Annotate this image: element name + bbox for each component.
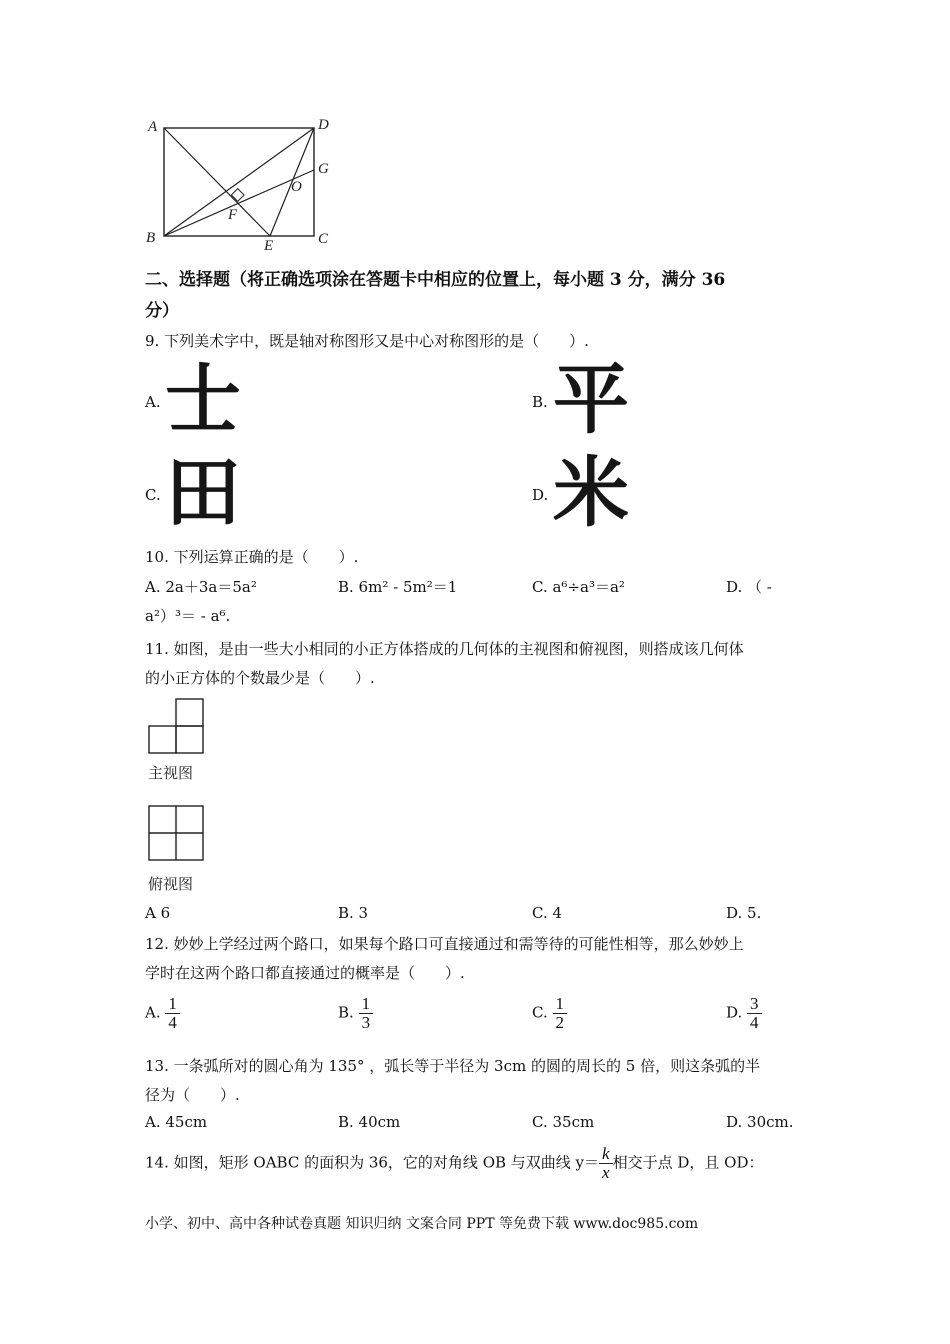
q9-option-b-letter: B. [532, 393, 548, 411]
label-A: A [148, 119, 158, 135]
q12-option-d-letter: D. [726, 1003, 743, 1022]
q11-option-b: B. 3 [338, 904, 369, 922]
top-view-figure [148, 805, 206, 863]
q10-option-c: C. a⁶÷a³＝a² [532, 578, 625, 596]
q12-option-c-fraction: $\frac{1}{2}$ [553, 995, 568, 1032]
rectangle-figure [140, 112, 350, 254]
q13-option-c: C. 35cm [532, 1113, 595, 1131]
q12-option-a-letter: A. [145, 1003, 161, 1022]
q13-option-b: B. 40cm [338, 1113, 401, 1131]
label-B: B [146, 230, 156, 246]
q9-option-d-char: 米 [553, 448, 629, 537]
q10-option-d-line1: D. （ - [726, 578, 772, 596]
q9-option-c-letter: C. [145, 486, 161, 504]
front-view-figure [148, 698, 206, 756]
q13-option-d: D. 30cm. [726, 1113, 794, 1131]
label-D: D [318, 117, 329, 133]
q14-stem-pre: 14. 如图，矩形 OABC 的面积为 36，它的对角线 OB 与双曲线 y＝ [145, 1153, 600, 1172]
q12-option-c [532, 995, 567, 1032]
q12-option-b-fraction: $\frac{1}{3}$ [359, 995, 374, 1032]
page-footer: 小学、初中、高中各种试卷真题 知识归纳 文案合同 PPT 等免费下载 www.doc985.com [145, 1216, 699, 1232]
q11-option-a: A 6 [145, 904, 171, 922]
label-G: G [318, 161, 329, 177]
q9-option-a-letter: A. [145, 393, 161, 411]
q9-option-b-char: 平 [553, 355, 629, 444]
q11-option-c: C. 4 [532, 904, 563, 922]
q9-option-a-char: 士 [165, 355, 241, 444]
section-title-line1: 二、选择题（将正确选项涂在答题卡中相应的位置上，每小题 3 分，满分 36 [145, 270, 726, 290]
top-view-label: 俯视图 [148, 875, 194, 893]
q11-option-d: D. 5. [726, 904, 762, 922]
q14-stem-post: 相交于点 D，且 OD： [612, 1153, 764, 1172]
q12-option-d [726, 995, 762, 1032]
front-view-label: 主视图 [148, 764, 194, 782]
label-C: C [318, 231, 329, 247]
label-O: O [291, 179, 302, 195]
q11-stem-line1: 11. 如图，是由一些大小相同的小正方体搭成的几何体的主视图和俯视图，则搭成该几何体 [145, 640, 744, 658]
q14-fraction: $\frac{k}{x}$ [599, 1145, 613, 1182]
q10-option-b: B. 6m² - 5m²＝1 [338, 578, 458, 596]
q12-option-a-fraction: $\frac{1}{4}$ [165, 995, 180, 1032]
q9-option-d-letter: D. [532, 486, 549, 504]
q11-stem-line2: 的小正方体的个数最少是（ ）. [145, 669, 375, 687]
label-E: E [264, 238, 274, 254]
q10-stem: 10. 下列运算正确的是（ ）. [145, 548, 359, 566]
q13-stem-line2: 径为（ ）. [145, 1086, 240, 1104]
q9-stem: 9. 下列美术字中，既是轴对称图形又是中心对称图形的是（ ）. [145, 332, 589, 350]
label-F: F [228, 207, 238, 223]
q10-option-d-line2: a²）³＝ - a⁶. [145, 607, 231, 625]
q12-option-b-letter: B. [338, 1003, 354, 1022]
q12-stem-line1: 12. 妙妙上学经过两个路口，如果每个路口可直接通过和需等待的可能性相等，那么妙妙上 [145, 935, 744, 953]
q10-option-a: A. 2a＋3a＝5a² [145, 578, 257, 596]
section-title-line2: 分） [145, 301, 179, 321]
q13-stem-line1: 13. 一条弧所对的圆心角为 135° ，弧长等于半径为 3cm 的圆的周长的 5 倍，则这条弧的半 [145, 1057, 761, 1075]
q14-stem [145, 1145, 763, 1182]
q12-option-a [145, 995, 180, 1032]
q9-option-c-char: 田 [165, 448, 241, 537]
q12-option-d-fraction: $\frac{3}{4}$ [747, 995, 762, 1032]
q12-stem-line2: 学时在这两个路口都直接通过的概率是（ ）. [145, 964, 465, 982]
q13-option-a: A. 45cm [145, 1113, 208, 1131]
q12-option-c-letter: C. [532, 1003, 548, 1022]
q12-option-b [338, 995, 373, 1032]
